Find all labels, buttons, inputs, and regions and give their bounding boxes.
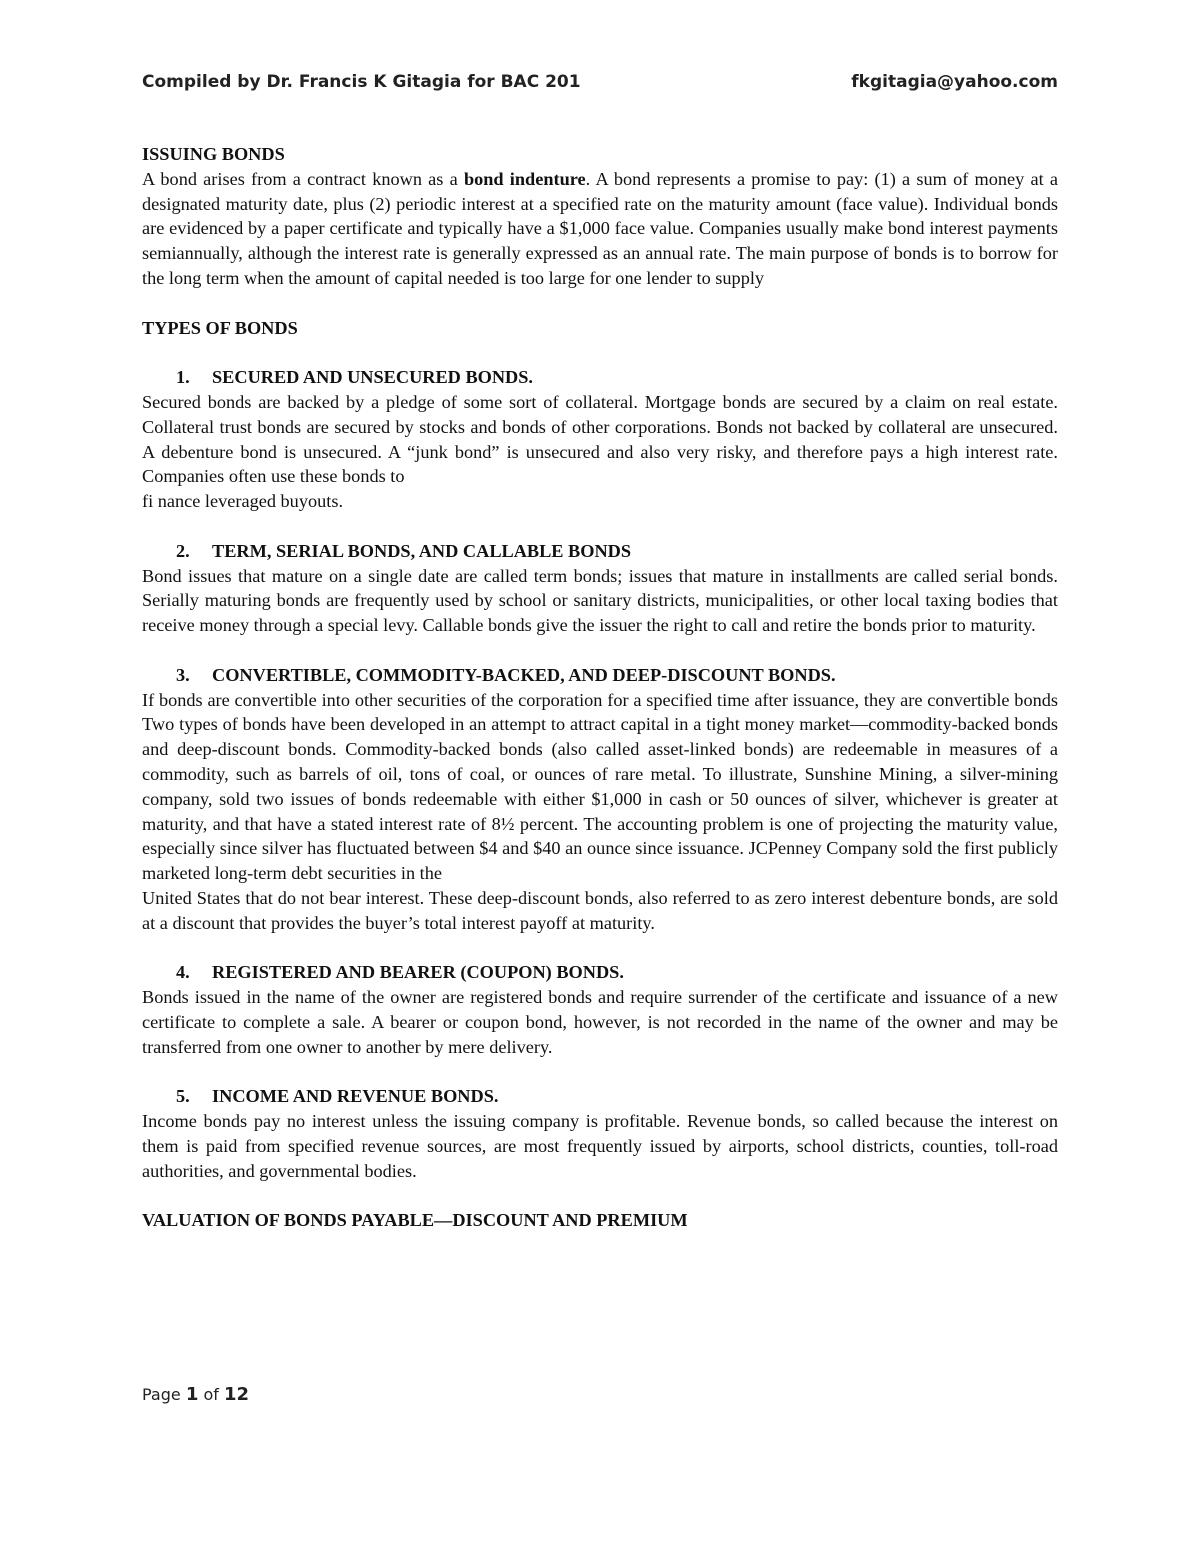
page-footer xyxy=(142,1384,249,1405)
type-body-2: Bond issues that mature on a single date are called term bonds; issues that mature in installments are called serial bonds. Serially maturing bonds are frequently used by school or sanitary districts, municipalities, or other local taxing bodies that receive money through a special levy. Callable bonds give the issuer the right to call and retire the bonds prior to maturity. xyxy=(142,565,1058,636)
type-body-1b: fi nance leveraged buyouts. xyxy=(142,491,344,512)
header-author: Compiled by Dr. Francis K Gitagia for BAC 201 xyxy=(142,72,581,92)
header-email: fkgitagia@yahoo.com xyxy=(851,72,1058,92)
type-title-3: CONVERTIBLE, COMMODITY-BACKED, AND DEEP-DISCOUNT BONDS. xyxy=(212,664,836,685)
issuing-bold-term: bond indenture xyxy=(463,168,586,189)
section-title-issuing: ISSUING BONDS xyxy=(142,144,285,164)
issuing-text-1: A bond arises from a contract known as a xyxy=(142,168,464,189)
section-title-types: TYPES OF BONDS xyxy=(142,317,298,338)
type-title-1: SECURED AND UNSECURED BONDS. xyxy=(212,367,533,388)
type-title-4: REGISTERED AND BEARER (COUPON) BONDS. xyxy=(212,962,624,983)
footer-page-number: 1 xyxy=(185,1384,199,1405)
footer-page-word: Page xyxy=(142,1385,181,1404)
footer-of-word: of xyxy=(203,1385,219,1404)
type-number-4: 4. xyxy=(176,962,190,983)
type-body-1: Secured bonds are backed by a pledge of some sort of collateral. Mortgage bonds are secured by a claim on real estate. Collateral trust bonds are secured by stocks and bonds of other corporations. Bonds not backed by collateral are unsecured. A debenture bond is unsecured. A “junk bond” is unsecured and also very risky, and therefore pays a high interest rate. Companies often use these bonds to xyxy=(142,391,1058,487)
page-header xyxy=(142,72,1058,102)
type-number-5: 5. xyxy=(176,1086,190,1107)
type-body-5: Income bonds pay no interest unless the issuing company is profitable. Revenue bonds, so called because the interest on them is paid from specified revenue sources, are most frequently issued by airports, school districts, counties, toll-road authorities, and governmental bodies. xyxy=(142,1111,1058,1181)
type-number-1: 1. xyxy=(176,367,190,388)
type-body-3b: United States that do not bear interest. These deep-discount bonds, also referred to as zero interest debenture bonds, are sold at a discount that provides the buyer’s total interest payoff at maturity. xyxy=(142,887,1058,933)
type-title-2: TERM, SERIAL BONDS, AND CALLABLE BONDS xyxy=(212,540,632,561)
type-heading-4 xyxy=(142,960,1058,985)
section-title-valuation: VALUATION OF BONDS PAYABLE—DISCOUNT AND PREMIUM xyxy=(142,1210,688,1231)
issuing-paragraph xyxy=(142,167,1058,291)
footer-page-total: 12 xyxy=(223,1384,250,1405)
type-heading-5 xyxy=(142,1084,1058,1109)
type-number-3: 3. xyxy=(176,664,190,685)
type-body-4: Bonds issued in the name of the owner are registered bonds and require surrender of the certificate and issuance of a new certificate to complete a sale. A bearer or coupon bond, however, is not recorded in the name of the owner and may be transferred from one owner to another by mere delivery. xyxy=(142,987,1058,1057)
document-body xyxy=(142,142,1058,1233)
issuing-text-2: . A bond represents a promise to pay: (1) a sum of money at a designated maturity date, plus (2) periodic interest at a specified rate on the maturity amount (face value). Individual bonds are evidenced by a paper certificate and typically have a $1,000 face value. Companies usually make bond interest payments semiannually, although the interest rate is generally expressed as an annual rate. The main purpose of bonds is to borrow for the long term when the amount of capital needed is too large for one lender to supply xyxy=(142,168,1059,288)
type-heading-2 xyxy=(142,539,1058,564)
type-title-5: INCOME AND REVENUE BONDS. xyxy=(212,1086,499,1107)
type-heading-1 xyxy=(142,365,1058,390)
type-number-2: 2. xyxy=(176,540,190,561)
type-heading-3 xyxy=(142,663,1058,688)
type-body-3: If bonds are convertible into other securities of the corporation for a specified time after issuance, they are convertible bonds Two types of bonds have been developed in an attempt to attract capital in a tight money market—commodity-backed bonds and deep-discount bonds. Commodity-backed bonds (also called asset-linked bonds) are redeemable in measures of a commodity, such as barrels of oil, tons of coal, or ounces of rare metal. To illustrate, Sunshine Mining, a silver-mining company, sold two issues of bonds redeemable with either $1,000 in cash or 50 ounces of silver, whichever is greater at maturity, and that have a stated interest rate of 8½ percent. The accounting problem is one of projecting the maturity value, especially since silver has fluctuated between $4 and $40 an ounce since issuance. JCPenney Company sold the first publicly marketed long-term debt securities in the xyxy=(142,689,1058,884)
